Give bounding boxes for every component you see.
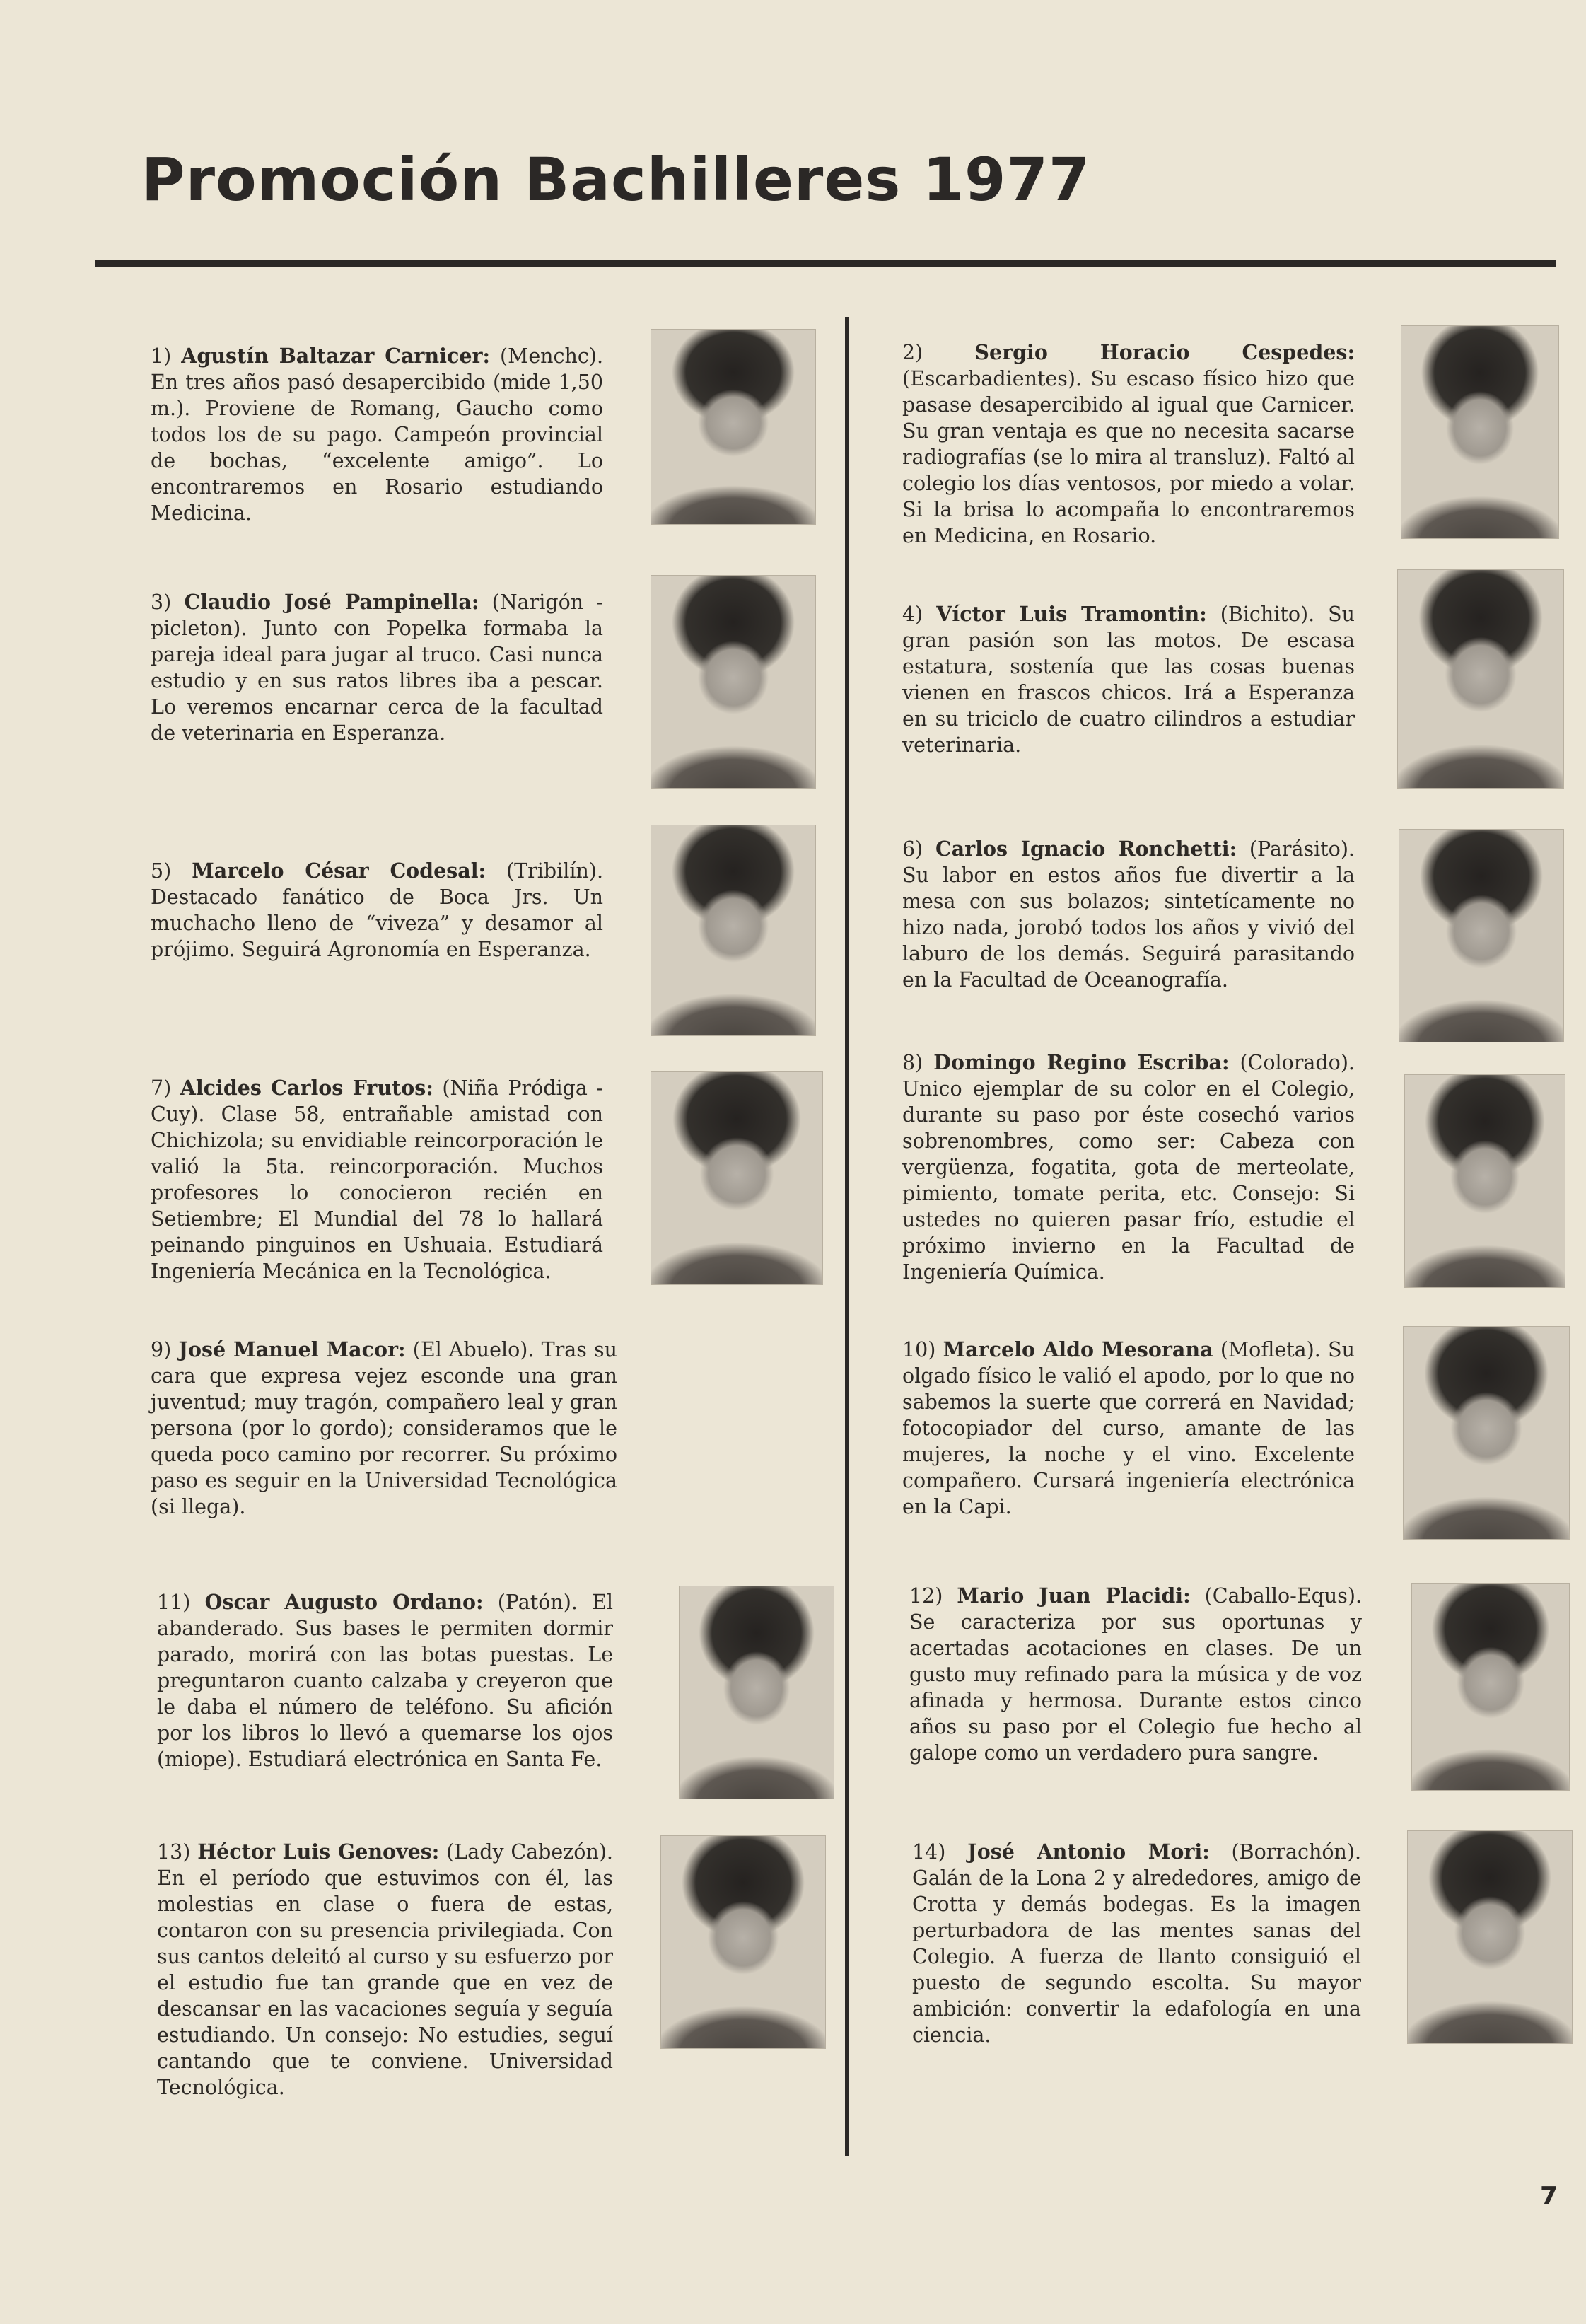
graduate-bio: 14) José Antonio Mori: (Borrachón). Galán de la Lona 2 y alrededores, amigo de Crotta y demás bodegas. Es la imagen perturbadora de las mentes sanas del Colegio. A fuerza de llanto consiguió el puesto de segundo escolta. Su mayor ambición: convertir la edafología en una ciencia. <box>912 1840 1362 2047</box>
graduate-name: Héctor Luis Genoves: <box>197 1840 440 1864</box>
graduate-photo <box>1397 569 1564 789</box>
graduate-bio: 5) Marcelo César Codesal: (Tribilín). Destacado fanático de Boca Jrs. Un muchacho lleno de “viveza” y desamor al prójimo. Seguirá Agronomía en Esperanza. <box>151 859 604 961</box>
graduate-name: Oscar Augusto Ordano: <box>204 1590 484 1614</box>
graduate-bio: 3) Claudio José Pampinella: (Narigón - picleton). Junto con Popelka formaba la pareja ideal para jugar al truco. Casi nunca estudio y en sus ratos libres iba a pescar. Lo veremos encarnar cerca de la facultad de veterinaria en Esperanza. <box>151 590 603 745</box>
graduate-photo <box>1399 829 1564 1042</box>
graduate-description: (Menchc). En tres años pasó desapercibido (mide 1,50 m.). Proviene de Romang, Gaucho como todos los de su pago. Campeón provincial de bochas, “excelente amigo”. Lo encontraremos en Rosario estudiando Medicina. <box>151 344 603 525</box>
graduate-name: Marcelo Aldo Mesorana <box>943 1337 1213 1361</box>
graduate-description: (Patón). El abanderado. Sus bases le permiten dormir parado, morirá con las botas puestas. Le preguntaron cuanto calzaba y creyeron que le daba el número de teléfono. Su afición por los libros lo llevó a quemarse los ojos (miope). Estudiará electrónica en Santa Fe. <box>157 1591 613 1771</box>
graduate-name: Víctor Luis Tramontin: <box>936 602 1207 626</box>
graduate-photo <box>651 575 816 789</box>
graduate-photo <box>1401 325 1559 539</box>
graduate-name: Agustín Baltazar Carnicer: <box>181 344 490 368</box>
graduate-bio: 9) José Manuel Macor: (El Abuelo). Tras su cara que expresa vejez esconde una gran juventud; muy tragón, compañero leal y gran persona (por lo gordo); consideramos que le queda poco camino por recorrer. Su próximo paso es seguir en la Universidad Tecnológica (si llega). <box>151 1337 618 1518</box>
graduate-bio: 13) Héctor Luis Genoves: (Lady Cabezón). En el período que estuvimos con él, las molestias en clase o fuera de estas, contaron con su presencia privilegiada. Con sus cantos deleitó al curso y su esfuerzo por el estudio fue tan grande que en vez de descansar en las vacaciones seguía y seguía estudiando. Un consejo: No estudies, seguí cantando que te conviene. Universidad Tecnológica. <box>157 1840 613 2099</box>
graduate-photo <box>1403 1326 1570 1540</box>
graduate-name: Mario Juan Placidi: <box>957 1584 1191 1608</box>
graduate-bio: 7) Alcides Carlos Frutos: (Niña Pródiga - Cuy). Clase 58, entrañable amistad con Chichizola; su envidiable reincorporación le valió la 5ta. reincorporación. Muchos profesores lo conocieron recién en Setiembre; El Mundial del 78 lo hallará peinando pinguinos en Ushuaia. Estudiará Ingeniería Mecánica en la Tecnológica. <box>151 1076 603 1283</box>
graduate-photo <box>1404 1074 1565 1288</box>
graduate-name: Alcides Carlos Frutos: <box>180 1076 433 1100</box>
graduate-name: Claudio José Pampinella: <box>184 590 479 614</box>
graduate-name: Carlos Ignacio Ronchetti: <box>935 837 1237 861</box>
graduate-photo <box>1411 1583 1570 1791</box>
graduate-description: (Bichito). Su gran pasión son las motos. De escasa estatura, sostenía que las cosas buenas vienen en frascos chicos. Irá a Esperanza en su triciclo de cuatro cilindros a estudiar veterinaria. <box>902 603 1355 757</box>
graduate-description: (Parásito). Su labor en estos años fue divertir a la mesa con sus bolazos; sintetícamente no hizo nada, jorobó todos los años y vivió del laburo de los demás. Seguirá parasitando en la Facultad de Oceanografía. <box>902 837 1355 992</box>
graduate-name: José Antonio Mori: <box>967 1840 1210 1864</box>
page-number: 7 <box>1540 2182 1558 2211</box>
graduate-description: (El Abuelo). Tras su cara que expresa vejez esconde una gran juventud; muy tragón, compañero leal y gran persona (por lo gordo); consideramos que le queda poco camino por recorrer. Su próximo paso es seguir en la Universidad Tecnológica (si llega). <box>151 1338 618 1518</box>
graduate-bio: 4) Víctor Luis Tramontin: (Bichito). Su gran pasión son las motos. De escasa estatura, sostenía que las cosas buenas vienen en frascos chicos. Irá a Esperanza en su triciclo de cuatro cilindros a estudiar veterinaria. <box>902 602 1355 757</box>
graduate-bio: 6) Carlos Ignacio Ronchetti: (Parásito). Su labor en estos años fue divertir a la mesa con sus bolazos; sintetícamente no hizo nada, jorobó todos los años y vivió del laburo de los demás. Seguirá parasitando en la Facultad de Oceanografía. <box>902 837 1355 992</box>
graduate-description: (Borrachón). Galán de la Lona 2 y alrededores, amigo de Crotta y demás bodegas. Es la imagen perturbadora de las mentes sanas del Colegio. A fuerza de llanto consiguió el puesto de segundo escolta. Su mayor ambición: convertir la edafología en una ciencia. <box>912 1840 1362 2047</box>
graduate-bio: 1) Agustín Baltazar Carnicer: (Menchc). En tres años pasó desapercibido (mide 1,50 m.). Proviene de Romang, Gaucho como todos los de su pago. Campeón provincial de bochas, “excelente amigo”. Lo encontraremos en Rosario estudiando Medicina. <box>151 344 603 525</box>
graduate-photo <box>679 1586 834 1799</box>
graduate-bio: 2) Sergio Horacio Cespedes: (Escarbadientes). Su escaso físico hizo que pasase desapercibido al igual que Carnicer. Su gran ventaja es que no necesita sacarse radiografías (se lo mira al transluz). Faltó al colegio los días ventosos, por miedo a volar. Si la brisa lo acompaña lo encontraremos en Medicina, en Rosario. <box>902 340 1355 547</box>
graduate-photo <box>651 329 816 525</box>
title-rule <box>95 260 1556 267</box>
graduate-bio: 10) Marcelo Aldo Mesorana (Mofleta). Su olgado físico le valió el apodo, por lo que no sabemos la suerte que correrá en Navidad; fotocopiador del curso, amante de las mujeres, la noche y el vino. Excelente compañero. Cursará ingeniería electrónica en la Capi. <box>902 1337 1355 1518</box>
page-title: Promoción Bachilleres 1977 <box>141 145 1091 214</box>
graduate-photo <box>651 1071 823 1285</box>
graduate-description: (Lady Cabezón). En el período que estuvimos con él, las molestias en clase o fuera de estas, contaron con su presencia privilegiada. Con sus cantos deleitó al curso y su esfuerzo por el estudio fue tan grande que en vez de descansar en las vacaciones seguía y seguía estudiando. Un consejo: No estudies, seguí cantando que te conviene. Universidad Tecnológica. <box>157 1840 613 2099</box>
graduate-name: Marcelo César Codesal: <box>192 859 486 883</box>
graduate-description: (Narigón - picleton). Junto con Popelka formaba la pareja ideal para jugar al truco. Casi nunca estudio y en sus ratos libres iba a pescar. Lo veremos encarnar cerca de la facultad de veterinaria en Esperanza. <box>151 591 603 745</box>
column-divider <box>845 317 849 2156</box>
graduate-bio: 8) Domingo Regino Escriba: (Colorado). Unico ejemplar de su color en el Colegio, durante su paso por éste cosechó varios sobrenombres, como ser: Cabeza con vergüenza, fogatita, gota de merteolate, pimiento, tomate perita, etc. Consejo: Si ustedes no quieren pasar frío, estudie el próximo invierno en la Facultad de Ingeniería Química. <box>902 1050 1355 1284</box>
graduate-name: Sergio Horacio Cespedes: <box>974 340 1355 364</box>
graduate-description: (Mofleta). Su olgado físico le valió el apodo, por lo que no sabemos la suerte que correrá en Navidad; fotocopiador del curso, amante de las mujeres, la noche y el vino. Excelente compañero. Cursará ingeniería electrónica en la Capi. <box>902 1338 1355 1518</box>
graduate-description: (Tribilín). Destacado fanático de Boca Jrs. Un muchacho lleno de “viveza” y desamor al prójimo. Seguirá Agronomía en Esperanza. <box>151 859 604 961</box>
graduate-description: (Caballo-Equs). Se caracteriza por sus oportunas y acertadas acotaciones en clases. De un gusto muy refinado para la música y de voz afinada y hermosa. Durante estos cinco años su paso por el Colegio fue hecho al galope como un verdadero pura sangre. <box>909 1584 1362 1765</box>
graduate-description: (Escarbadientes). Su escaso físico hizo que pasase desapercibido al igual que Carnicer. Su gran ventaja es que no necesita sacarse radiografías (se lo mira al transluz). Faltó al colegio los días ventosos, por miedo a volar. Si la brisa lo acompaña lo encontraremos en Medicina, en Rosario. <box>902 367 1355 547</box>
graduate-photo <box>660 1835 826 2049</box>
graduate-photo <box>651 825 816 1036</box>
graduate-description: (Colorado). Unico ejemplar de su color en el Colegio, durante su paso por éste cosechó varios sobrenombres, como ser: Cabeza con vergüenza, fogatita, gota de merteolate, pimiento, tomate perita, etc. Consejo: Si ustedes no quieren pasar frío, estudie el próximo invierno en la Facultad de Ingeniería Química. <box>902 1051 1355 1284</box>
graduate-bio: 12) Mario Juan Placidi: (Caballo-Equs). Se caracteriza por sus oportunas y acertadas acotaciones en clases. De un gusto muy refinado para la música y de voz afinada y hermosa. Durante estos cinco años su paso por el Colegio fue hecho al galope como un verdadero pura sangre. <box>909 1584 1362 1765</box>
graduate-name: José Manuel Macor: <box>178 1337 406 1361</box>
graduate-name: Domingo Regino Escriba: <box>933 1050 1230 1074</box>
graduate-bio: 11) Oscar Augusto Ordano: (Patón). El abanderado. Sus bases le permiten dormir parado, morirá con las botas puestas. Le preguntaron cuanto calzaba y creyeron que le daba el número de teléfono. Su afición por los libros lo llevó a quemarse los ojos (miope). Estudiará electrónica en Santa Fe. <box>157 1590 613 1771</box>
graduate-description: (Niña Pródiga - Cuy). Clase 58, entrañable amistad con Chichizola; su envidiable reincorporación le valió la 5ta. reincorporación. Muchos profesores lo conocieron recién en Setiembre; El Mundial del 78 lo hallará peinando pinguinos en Ushuaia. Estudiará Ingeniería Mecánica en la Tecnológica. <box>151 1076 603 1283</box>
graduate-photo <box>1407 1830 1573 2044</box>
